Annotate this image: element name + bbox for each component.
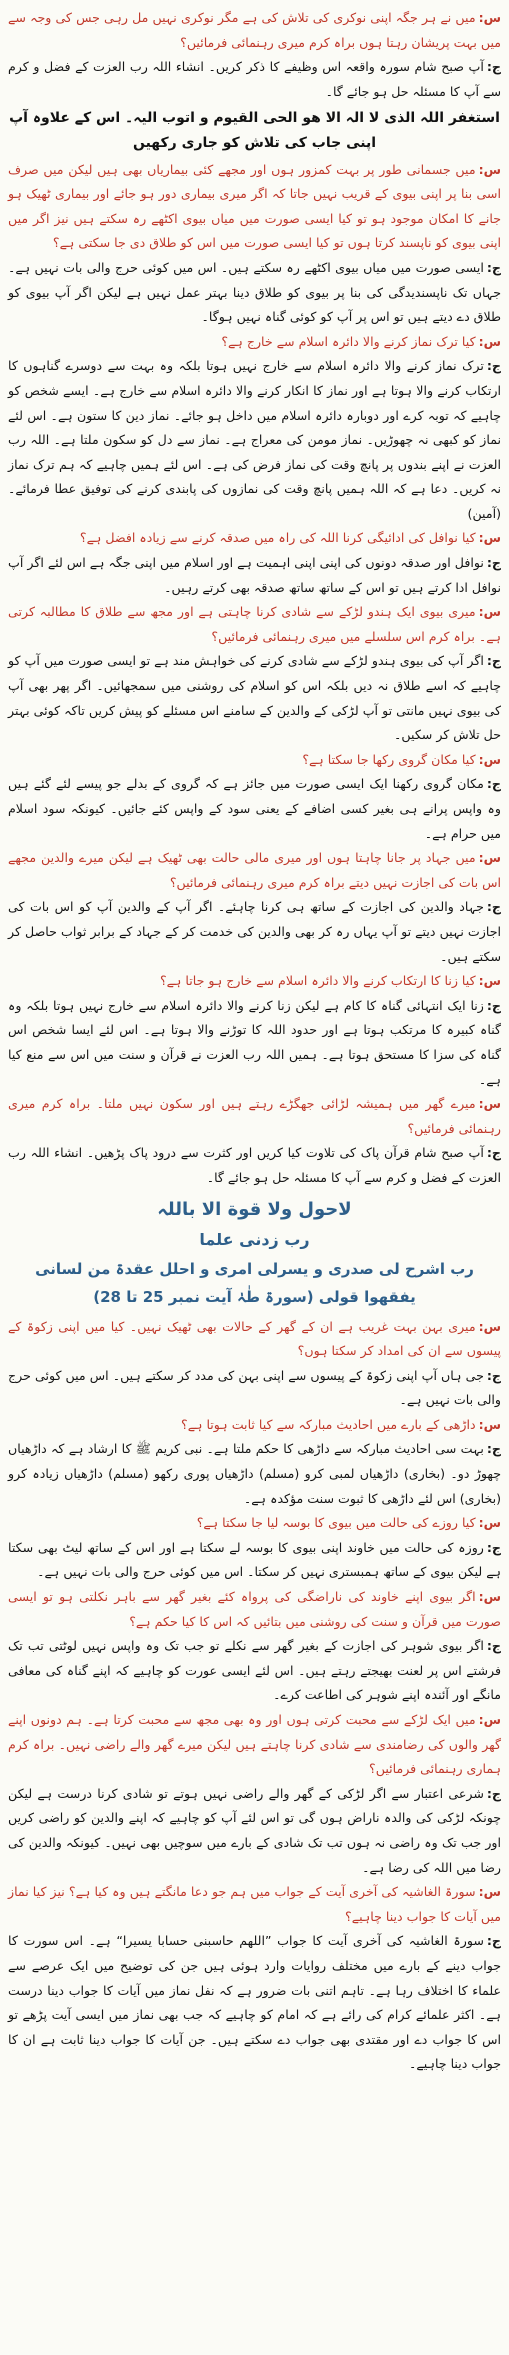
question-paragraph [8,969,501,994]
answer-paragraph [8,55,501,104]
answer-text: اگر بیوی شوہر کی اجازت کے بغیر گھر سے نکلے تو جب تک وہ واپس نہیں لوٹتی تب تک فرشتے اس پر لعنت بھیجتے رہتے ہیں۔ اس لئے ایسی عورت کو چاہیے کہ اپنے گناہ کی معافی مانگے اور آئندہ اپنے شوہر کی اطاعت کرے۔ [8,1638,501,1703]
question-marker: س: [478,1515,501,1531]
answer-marker: ج: [486,59,501,75]
question-paragraph [8,748,501,773]
question-marker: س: [478,604,501,620]
answer-marker: ج: [486,1441,501,1457]
answer-marker: ج: [486,997,501,1013]
question-paragraph [8,1315,501,1364]
question-paragraph [8,600,501,649]
question-marker: س: [478,850,501,866]
answer-text: سورۃ الغاشیہ کی آخری آیت کا جواب ”اللھم حاسبنی حسابا یسیرا“ ہے۔ اس سورت کا جواب دینے کے بارے میں مختلف روایات وارد ہوئی ہیں جن کی توضیح میں ایک عرصے سے علماء کا اختلاف رہا ہے۔ تاہم اتنی بات ضرور ہے کہ نفل نماز میں آیات کا جواب دینا درست ہے۔ اکثر علمائے کرام کی رائے ہے کہ امام کو چاہیے کہ جب بھی نماز میں ایسی آیت پڑھے تو اس کا جواب دے اور مقتدی بھی جواب دے سکتے ہیں۔ جن آیات کا جواب دینا ثابت ہے ان کا جواب دینا چاہیے۔ [8,1933,501,2072]
answer-marker: ج: [486,555,501,571]
answer-marker: ج: [486,1145,501,1161]
answer-text: بہت سی احادیث مبارکہ سے داڑھی کا حکم ملتا ہے۔ نبی کریم ﷺ کا ارشاد ہے کہ داڑھیاں چھوڑ دو۔ (بخاری) داڑھیاں لمبی کرو (مسلم) داڑھیاں پوری رکھو (مسلم) داڑھیاں زیادہ کرو (بخاری) اس لئے داڑھی کا ثبوت سنت مؤکدہ ہے۔ [8,1441,501,1506]
question-text: میری بہن بہت غریب ہے ان کے گھر کے حالات بھی ٹھیک نہیں۔ کیا میں اپنی زکوۃ کے پیسوں سے ان کی امداد کر سکتا ہوں؟ [8,1318,501,1359]
answer-paragraph [8,994,501,1092]
question-paragraph [8,1708,501,1782]
answer-marker: ج: [486,1539,501,1555]
subheading-text: رب زدنی علما [199,1229,310,1249]
answer-paragraph [8,895,501,969]
answer-marker: ج: [486,1367,501,1383]
question-text: اگر بیوی اپنے خاوند کی ناراضگی کی پرواہ کئے بغیر گھر سے باہر نکلتی ہو تو ایسی صورت میں قرآن و سنت کی روشنی میں بتائیں کہ اس کا کیا حکم ہے؟ [8,1589,501,1629]
question-paragraph [8,6,501,55]
answer-text: ایسی صورت میں میاں بیوی اکٹھے رہ سکتے ہیں۔ اس میں کوئی حرج والی بات نہیں ہے۔ جہاں تک ناپسندیدگی کی بنا پر بیوی کو طلاق دینا بہتر عمل نہیں ہے لیکن اگر آپ بیوی کو طلاق دے دیتے ہیں تو اس پر آپ کو کوئی گناہ نہیں ہوگا۔ [8,259,501,325]
question-marker: س: [478,10,501,25]
answer-paragraph [8,256,501,330]
arabic-supplication-line: استغفر اللہ الذی لا الہ الا ھو الحی القیوم و اتوب الیہ۔ اس کے علاوہ آپ اپنی جاب کی تلاش کو جاری رکھیں [9,110,500,151]
answer-marker: ج: [486,776,501,792]
question-marker: س: [478,333,501,349]
answer-text: شرعی اعتبار سے اگر لڑکی کے گھر والے راضی نہیں ہوتے تو شادی کرنا درست ہے لیکن چونکہ لڑکی کی والدہ ناراض ہوں گی تو اس لئے آپ کو چاہیے کہ اپنے والدین کو راضی کریں اور جب تک وہ راضی نہ ہوں تب تک شادی کے بارے میں سوچیں بھی نہیں۔ کیونکہ والدین کی رضا میں اللہ کی رضا ہے۔ [8,1785,501,1875]
question-text: کیا مکان گروی رکھا جا سکتا ہے؟ [302,751,476,767]
question-text: میں ایک لڑکے سے محبت کرتی ہوں اور وہ بھی مجھ سے محبت کرتا ہے۔ ہم دونوں اپنے گھر والوں کی رضامندی سے شادی کرنا چاہتے ہیں لیکن میرے گھر والے راضی نہیں۔ براہ کرم ہماری رہنمائی فرمائیں؟ [8,1712,501,1777]
answer-paragraph [8,1437,501,1511]
question-paragraph [8,330,501,355]
question-text: میری بیوی ایک ہندو لڑکے سے شادی کرنا چاہتی ہے اور مجھ سے طلاق کا مطالبہ کرتی ہے۔ براہ کرم اس سلسلے میں میری رہنمائی فرمائیں؟ [8,604,501,644]
question-paragraph [8,1585,501,1634]
answer-paragraph [8,1634,501,1708]
answer-paragraph [8,354,501,526]
answer-text: روزہ کی حالت میں خاوند اپنی بیوی کا بوسہ لے سکتا ہے اور اس کے ساتھ لیٹ بھی سکتا ہے لیکن بیوی کے ساتھ ہمبستری نہیں کر سکتا۔ اس میں کوئی حرج والی بات نہیں ہے۔ [8,1539,501,1580]
answer-marker: ج: [486,1785,501,1801]
question-marker: س: [478,1318,501,1334]
answer-paragraph [8,1364,501,1413]
question-paragraph [8,1880,501,1929]
question-paragraph [8,1413,501,1438]
question-text: کیا نوافل کی ادائیگی کرنا اللہ کی راہ میں صدقہ کرنے سے زیادہ افضل ہے؟ [79,530,476,546]
question-text: میں جہاد پر جانا چاہتا ہوں اور میری مالی حالت بھی ٹھیک ہے لیکن میرے والدین مجھے اس بات کی اجازت نہیں دیتے براہ کرم میری رہنمائی فرمائیں؟ [8,850,501,890]
question-marker: س: [478,161,501,177]
qa-section-part-1 [8,6,501,104]
question-marker: س: [478,1096,501,1112]
answer-text: نوافل اور صدقہ دونوں کی اپنی اپنی اہمیت ہے اور اسلام میں اپنی جگہ ہے اس لئے اگر آپ نوافل ادا کرتے ہیں تو اس کے ساتھ ساتھ صدقہ بھی کرتے رہیں۔ [8,555,501,595]
question-marker: س: [478,751,501,767]
question-paragraph [8,1092,501,1141]
answer-text: زنا ایک انتہائی گناہ کا کام ہے لیکن زنا کرنے والا دائرہ اسلام سے خارج نہیں ہوتا بلکہ وہ گناہ کبیرہ کا مرتکب ہوتا ہے اور حدود اللہ کا توڑنے والا ہوتا ہے۔ اس لئے ایسا شخص اس گناہ کی سزا کا مستحق ہوتا ہے۔ ہمیں اللہ رب العزت نے قرآن و سنت میں اس سے منع کیا ہے۔ [8,997,501,1087]
question-paragraph [8,1511,501,1536]
question-marker: س: [478,1416,501,1432]
answer-paragraph [8,551,501,600]
answer-paragraph [8,1782,501,1880]
question-marker: س: [478,973,501,989]
answer-marker: ج: [486,259,501,275]
answer-text: ترک نماز کرنے والا دائرہ اسلام سے خارج نہیں ہوتا بلکہ وہ بہت سے دوسرے گناہوں کا ارتکاب کرنے والا ہوتا ہے اور نماز کا انکار کرنے والا دائرہ اسلام سے خارج ہے۔ ایسے شخص کو چاہیے کہ توبہ کرے اور دوبارہ دائرہ اسلام میں داخل ہو جائے۔ نماز دین کا ستون ہے۔ اس لئے نماز کو کبھی نہ چھوڑیں۔ نماز مومن کی معراج ہے۔ نماز سے دل کو سکون ملتا ہے۔ اللہ رب العزت نے اپنے بندوں پر پانچ وقت کی نماز فرض کی ہے۔ اس لئے ہمیں چاہیے کہ ہم ترک نماز نہ کریں۔ دعا ہے کہ اللہ ہمیں پانچ وقت کی نمازوں کی پابندی کرنے کی توفیق عطا فرمائے۔ (آمین) [8,358,501,521]
qa-section-part-2 [8,158,501,1191]
answer-text: جی ہاں آپ اپنی زکوۃ کے پیسوں سے اپنی بہن کی مدد کر سکتے ہیں۔ اس میں کوئی حرج والی بات نہیں ہے۔ [8,1367,501,1408]
answer-text: آپ صبح شام قرآن پاک کی تلاوت کیا کریں اور کثرت سے درود پاک پڑھیں۔ انشاء اللہ رب العزت کے فضل و کرم سے آپ کا مسئلہ حل ہو جائے گا۔ [8,1145,501,1185]
question-marker: س: [478,1589,501,1605]
question-text: میں نے ہر جگہ اپنی نوکری کی تلاش کی ہے مگر نوکری نہیں مل رہی جس کی وجہ سے میں بہت پریشان رہتا ہوں براہ کرم میری رہنمائی فرمائیں؟ [8,10,501,50]
heading-text: لاحول ولا قوة الا باللہ [157,1198,352,1220]
question-paragraph [8,526,501,551]
question-text: سورۃ الغاشیہ کی آخری آیت کے جواب میں ہم جو دعا مانگتے ہیں وہ کیا ہے؟ نیز کیا نماز میں آیات کا جواب دینا چاہیے؟ [8,1884,501,1924]
answer-paragraph [8,1536,501,1585]
answer-marker: ج: [486,899,501,915]
question-marker: س: [478,1712,501,1727]
answer-paragraph [8,1929,501,2077]
question-text: میرے گھر میں ہمیشہ لڑائی جھگڑے رہتے ہیں اور سکون نہیں ملتا۔ براہ کرم میری رہنمائی فرمائیں؟ [8,1096,501,1136]
question-text: کیا ترک نماز کرنے والا دائرہ اسلام سے خارج ہے؟ [221,333,476,349]
answer-marker: ج: [486,653,501,669]
answer-text: آپ صبح شام سورہ واقعہ اس وظیفے کا ذکر کریں۔ انشاء اللہ رب العزت کے فضل و کرم سے آپ کا مسئلہ حل ہو جائے گا۔ [8,59,501,99]
answer-marker: ج: [486,358,501,374]
qa-section-part-3 [8,1315,501,2077]
section-subheading [8,1227,501,1253]
question-marker: س: [478,1884,501,1900]
answer-text: اگر آپ کی بیوی ہندو لڑکے سے شادی کرنے کی خواہش مند ہے تو ایسی صورت میں آپ کو چاہیے کہ اسے طلاق نہ دیں بلکہ اس کو اسلام کی روشنی میں سمجھائیں۔ اگر پھر بھی آپ کی بیوی نہیں مانتی تو آپ لڑکی کے والدین کے سامنے اس مسئلے کو پیش کریں تاکہ کوئی بہتر حل تلاش کر سکیں۔ [8,653,501,743]
question-paragraph [8,158,501,256]
answer-marker: ج: [486,1933,501,1949]
question-marker: س: [478,530,501,546]
answer-text: مکان گروی رکھنا ایک ایسی صورت میں جائز ہے کہ گروی کے بدلے جو پیسے لئے گئے ہیں وہ واپس پرانے ہی بغیر کسی اضافے کے یعنی سود کے واپس کئے جائیں۔ کیونکہ سود اسلام میں حرام ہے۔ [8,776,501,841]
answer-paragraph [8,649,501,747]
question-text: کیا روزے کی حالت میں بیوی کا بوسہ لیا جا سکتا ہے؟ [196,1515,476,1531]
question-text: کیا زنا کا ارتکاب کرنے والا دائرہ اسلام سے خارج ہو جاتا ہے؟ [159,973,476,989]
answer-text: جہاد والدین کی اجازت کے ساتھ ہی کرنا چاہئے۔ اگر آپ کے والدین آپ کو اس بات کی اجازت نہیں دیتے تو آپ یہاں رہ کر بھی والدین کی خدمت کر کے جہاد کے برابر ثواب حاصل کر سکتے ہیں۔ [8,899,501,964]
section-heading [8,1195,501,1225]
question-paragraph [8,846,501,895]
answer-paragraph [8,772,501,846]
quran-dua-line: رب اشرح لی صدری و یسرلی امری و احلل عقدۃ من لسانی یفقھوا قولی (سورۃ طٰہٰ آیت نمبر 25 تا 28) [35,1259,474,1306]
question-text: داڑھی کے بارے میں احادیث مبارکہ سے کیا ثابت ہوتا ہے؟ [181,1416,476,1432]
answer-paragraph [8,1141,501,1190]
question-text: میں جسمانی طور پر بہت کمزور ہوں اور مجھے کئی بیماریاں بھی ہیں لیکن میں صرف اسی بنا پر اپنی بیوی کے قریب نہیں جاتا کہ اگر میری بیماری دور ہو جائے اور بیماری ٹھیک ہو جانے کا امکان موجود ہو تو کیا ایسی صورت میں میاں بیوی اکٹھے رہ سکتے ہیں نیز اگر میں اپنی بیوی کو ناپسند کرتا ہوں تو کیا ایسی صورت میں اس کو طلاق دی جا سکتی ہے؟ [8,161,501,251]
answer-marker: ج: [486,1638,501,1654]
